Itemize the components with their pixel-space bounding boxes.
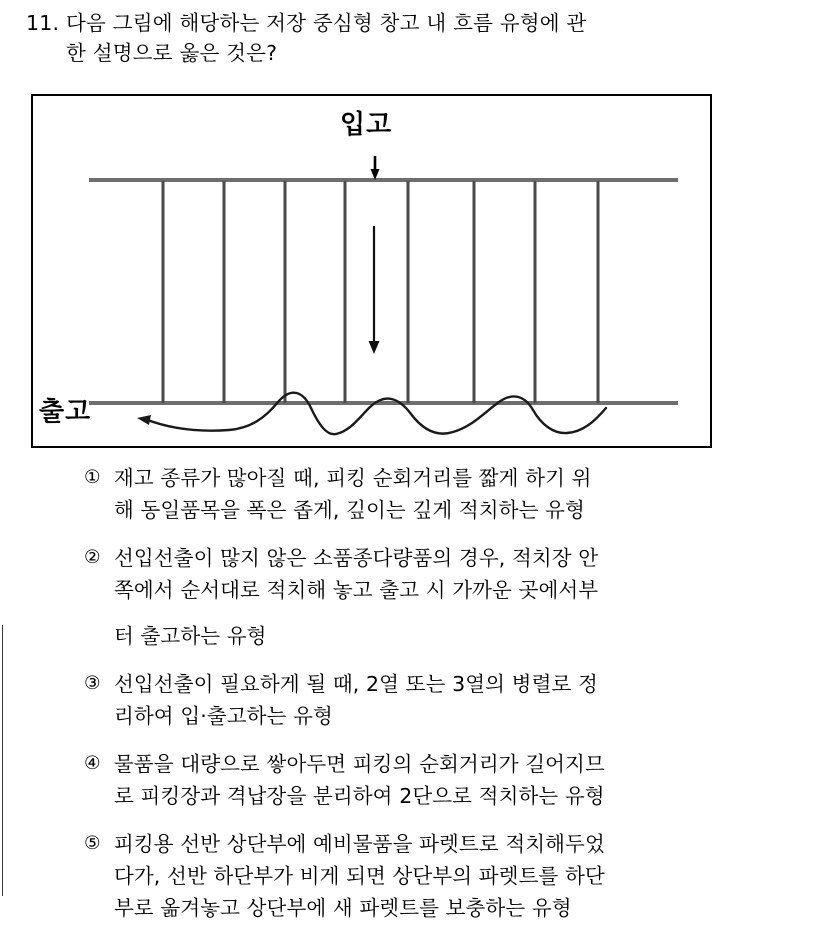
answer-option-3[interactable] [84, 668, 820, 732]
question-text-line-1: 다음 그림에 해당하는 저장 중심형 창고 내 흐름 유형에 관 [66, 11, 587, 35]
warehouse-flow-svg [33, 96, 714, 450]
warehouse-flow-figure [31, 94, 712, 448]
option-5-text-line-3: 부로 옮겨놓고 상단부에 새 파렛트를 보충하는 유형 [114, 896, 572, 920]
answer-options-list [84, 462, 820, 940]
option-1-line-2 [84, 494, 820, 526]
option-3-line-2 [84, 700, 820, 732]
option-5-line-1 [84, 828, 820, 860]
answer-option-4[interactable] [84, 748, 820, 812]
option-1-marker: ① [84, 467, 101, 488]
aisle-lines-group [163, 181, 598, 403]
option-2-text-line-3: 터 출고하는 유형 [114, 624, 267, 648]
option-3-line-1 [84, 668, 820, 700]
option-5-marker: ⑤ [84, 833, 101, 854]
outbound-label: 출고 [39, 397, 92, 427]
question-line-2 [26, 38, 816, 68]
option-4-text-line-2: 로 피킹장과 격납장을 분리하여 2단으로 적치하는 유형 [114, 784, 605, 808]
answer-option-5[interactable] [84, 828, 820, 924]
question-line-1 [26, 8, 816, 38]
option-3-text-line-1: 선입선출이 필요하게 될 때, 2열 또는 3열의 병렬로 정 [114, 672, 598, 696]
option-3-marker: ③ [84, 673, 101, 694]
question-stem [26, 8, 816, 68]
internal-flow-arrow-icon [369, 226, 380, 354]
option-5-text-line-2: 다가, 선반 하단부가 비게 되면 상단부의 파렛트를 하단 [114, 864, 605, 888]
inbound-arrow-icon [371, 156, 380, 180]
inbound-label: 입고 [340, 110, 393, 140]
figure-inner [33, 96, 710, 446]
option-1-text-line-2: 해 동일품목을 폭은 좁게, 깊이는 깊게 적치하는 유형 [114, 498, 585, 522]
answer-option-2[interactable] [84, 542, 820, 652]
option-4-marker: ④ [84, 753, 101, 774]
option-4-line-1 [84, 748, 820, 780]
question-number: 11. [26, 11, 60, 35]
option-5-text-line-1: 피킹용 선반 상단부에 예비물품을 파렛트로 적치해두었 [114, 832, 605, 856]
option-2-text-line-2: 쪽에서 순서대로 적치해 놓고 출고 시 가까운 곳에서부 [114, 578, 599, 602]
page-margin-rule [2, 625, 3, 896]
outbound-flow-wave-path [145, 393, 606, 435]
option-2-line-2 [84, 574, 820, 606]
option-5-line-3 [84, 892, 820, 924]
option-4-line-2 [84, 780, 820, 812]
option-1-text-line-1: 재고 종류가 많아질 때, 피킹 순회거리를 짧게 하기 위 [114, 466, 592, 490]
option-2-text-line-1: 선입선출이 많지 않은 소품종다량품의 경우, 적치장 안 [114, 546, 599, 570]
outbound-arrow-icon [137, 415, 151, 425]
option-2-marker: ② [84, 547, 101, 568]
option-5-line-2 [84, 860, 820, 892]
question-text-line-2: 한 설명으로 옳은 것은? [66, 41, 278, 65]
option-3-text-line-2: 리하여 입·출고하는 유형 [114, 704, 333, 728]
option-4-text-line-1: 물품을 대량으로 쌓아두면 피킹의 순회거리가 길어지므 [114, 752, 605, 776]
option-2-line-3 [84, 620, 820, 652]
answer-option-1[interactable] [84, 462, 820, 526]
option-2-line-1 [84, 542, 820, 574]
option-1-line-1 [84, 462, 820, 494]
